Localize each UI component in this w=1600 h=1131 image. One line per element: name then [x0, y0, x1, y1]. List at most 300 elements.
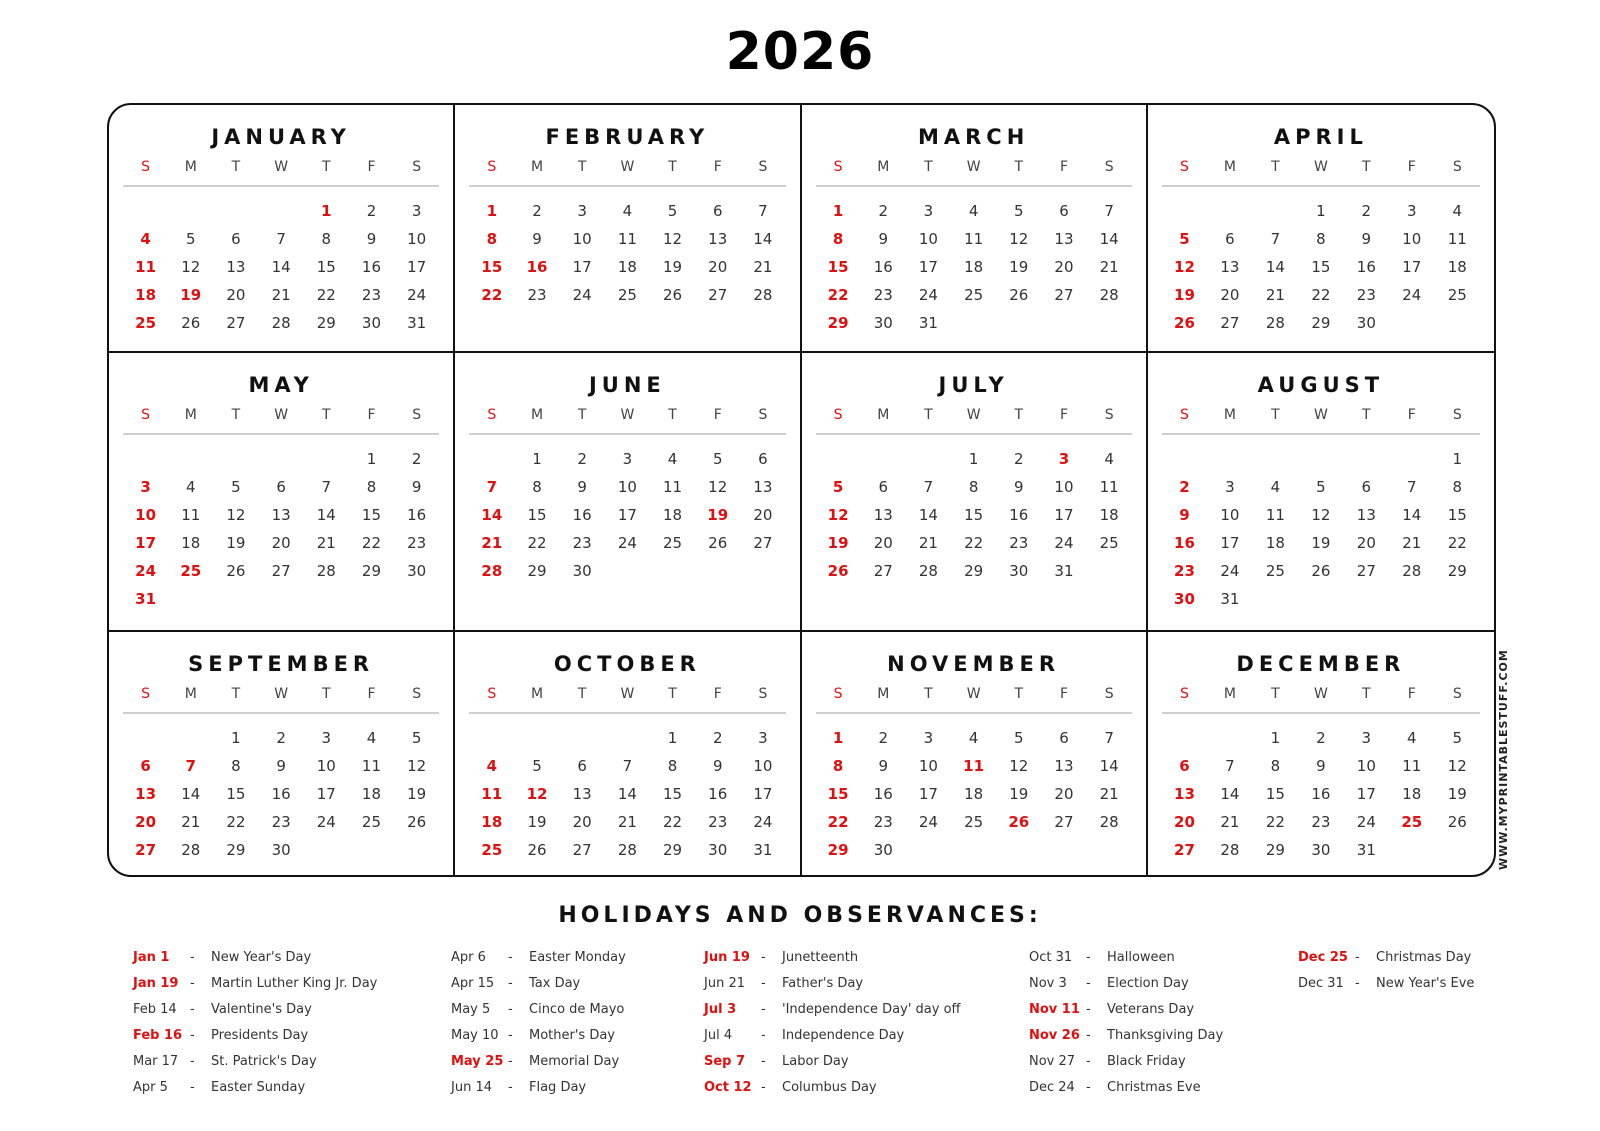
holiday-name: Easter Sunday: [211, 1080, 306, 1095]
weekday-label: S: [412, 686, 422, 702]
month-august: [1148, 353, 1494, 632]
day-cell: 20: [226, 286, 246, 304]
day-cell: 29: [1311, 314, 1331, 332]
day-cell: 8: [1270, 757, 1281, 775]
weekday-label: S: [141, 686, 151, 702]
day-cell: 24: [1054, 534, 1074, 552]
day-cell: 19: [1311, 534, 1331, 552]
day-cell: 21: [1099, 258, 1119, 276]
day-cell: 2: [1316, 729, 1326, 747]
day-cell: 10: [1054, 478, 1074, 496]
holiday-date: Jul 3: [704, 1002, 737, 1017]
day-cell: 2: [411, 450, 422, 468]
day-cell: 3: [411, 202, 422, 220]
day-cell: 23: [873, 286, 893, 304]
day-cell: 25: [1447, 286, 1467, 304]
holiday-dash: -: [508, 950, 513, 965]
day-cell: 7: [622, 757, 633, 775]
weekday-header: [123, 686, 439, 714]
day-cell: 10: [135, 506, 157, 524]
day-cell: 10: [572, 230, 592, 248]
day-cell: 9: [411, 478, 422, 496]
day-cell: 1: [832, 729, 844, 747]
day-cell: 28: [481, 562, 503, 580]
day-cell: 24: [316, 813, 336, 831]
day-cell: 19: [1447, 785, 1467, 803]
weekday-label: S: [758, 159, 768, 175]
day-cell: 25: [964, 813, 984, 831]
month-name: JANUARY: [211, 125, 351, 149]
weekday-label: W: [274, 686, 289, 702]
day-cell: 9: [532, 230, 542, 248]
day-cell: 23: [572, 534, 592, 552]
day-cell: 3: [1225, 478, 1235, 496]
holiday-date: Dec 24: [1029, 1080, 1075, 1095]
weekday-header: [1162, 686, 1480, 714]
day-cell: 20: [753, 506, 773, 524]
day-cell: 29: [527, 562, 547, 580]
day-cell: 13: [572, 785, 592, 803]
day-cell: 25: [1099, 534, 1119, 552]
weekday-label: T: [1014, 159, 1024, 175]
weekday-label: S: [833, 407, 843, 423]
day-cell: 7: [758, 202, 768, 220]
day-cell: 27: [1220, 314, 1240, 332]
day-cell: 26: [1009, 286, 1029, 304]
day-empty: [1207, 197, 1252, 225]
day-cell: 7: [1270, 230, 1281, 248]
weekday-label: T: [577, 686, 587, 702]
day-cell: 13: [226, 258, 246, 276]
day-cell: 12: [181, 258, 201, 276]
holiday-name: Tax Day: [529, 976, 581, 991]
day-cell: 11: [181, 506, 201, 524]
weekday-label: T: [924, 686, 933, 702]
month-june: [455, 353, 801, 632]
day-cell: 26: [1174, 314, 1195, 332]
holiday-dash: -: [1086, 950, 1091, 965]
day-cell: 18: [481, 813, 503, 831]
day-cell: 21: [481, 534, 503, 552]
day-cell: 22: [527, 534, 547, 552]
day-cell: 14: [1099, 230, 1119, 248]
day-cell: 26: [1447, 813, 1467, 831]
weekday-label: S: [833, 159, 843, 175]
weekday-header: [816, 407, 1132, 435]
day-cell: 18: [1265, 534, 1285, 552]
day-empty: [469, 445, 514, 473]
weekday-label: T: [1014, 407, 1024, 423]
day-cell: 1: [321, 202, 332, 220]
day-cell: 9: [1014, 478, 1024, 496]
holiday-dash: -: [1086, 1028, 1091, 1043]
holiday-dash: -: [761, 1054, 766, 1069]
day-cell: 5: [231, 478, 241, 496]
holiday-dash: -: [508, 1028, 513, 1043]
day-cell: 1: [1452, 450, 1463, 468]
day-cell: 10: [316, 757, 336, 775]
day-cell: 4: [1270, 478, 1281, 496]
weekday-label: W: [620, 686, 635, 702]
day-cell: 13: [1220, 258, 1240, 276]
day-empty: [123, 445, 168, 473]
day-cell: 27: [1174, 841, 1195, 859]
day-cell: 20: [271, 534, 291, 552]
day-cell: 7: [1225, 757, 1235, 775]
day-cell: 17: [135, 534, 157, 552]
day-cell: 31: [407, 314, 427, 332]
day-cell: 29: [964, 562, 984, 580]
day-cell: 2: [276, 729, 286, 747]
day-cell: 15: [361, 506, 382, 524]
month-name: MARCH: [917, 125, 1030, 149]
day-cell: 4: [486, 757, 498, 775]
holiday-name: Thanksgiving Day: [1107, 1028, 1224, 1043]
day-cell: 24: [753, 813, 773, 831]
day-cell: 12: [1447, 757, 1467, 775]
holiday-name: Father's Day: [782, 976, 864, 991]
day-cell: 3: [923, 729, 934, 747]
day-cell: 3: [321, 729, 332, 747]
day-cell: 29: [1265, 841, 1285, 859]
day-cell: 24: [1402, 286, 1422, 304]
holiday-name: Mother's Day: [529, 1028, 615, 1043]
day-cell: 18: [361, 785, 382, 803]
weekday-label: F: [1407, 159, 1416, 175]
weekday-label: T: [668, 159, 677, 175]
holiday-name: Columbus Day: [782, 1080, 877, 1095]
day-cell: 21: [271, 286, 291, 304]
day-cell: 14: [918, 506, 938, 524]
day-cell: 11: [1099, 478, 1119, 496]
day-empty: [123, 197, 168, 225]
weekday-label: S: [141, 159, 151, 175]
day-cell: 1: [366, 450, 377, 468]
day-cell: 15: [481, 258, 503, 276]
weekday-header: [816, 686, 1132, 714]
day-cell: 28: [1099, 286, 1119, 304]
weekday-label: M: [1223, 159, 1236, 175]
day-cell: 8: [1452, 478, 1463, 496]
day-grid: [816, 724, 1132, 864]
day-cell: 30: [1356, 314, 1376, 332]
weekday-label: F: [367, 686, 376, 702]
holiday-name: 'Independence Day' day off: [782, 1002, 961, 1017]
year-calendar-grid: [107, 103, 1496, 877]
day-cell: 13: [753, 478, 773, 496]
holiday-date: Jan 19: [133, 976, 179, 991]
holiday-date: Dec 25: [1298, 950, 1348, 965]
day-grid: [123, 445, 439, 613]
weekday-label: M: [877, 686, 890, 702]
day-cell: 2: [577, 450, 587, 468]
day-cell: 12: [1311, 506, 1331, 524]
day-empty: [168, 197, 213, 225]
holiday-date: May 5: [451, 1002, 491, 1017]
weekday-label: S: [487, 159, 497, 175]
day-cell: 23: [271, 813, 291, 831]
weekday-label: S: [1452, 159, 1462, 175]
day-cell: 28: [1402, 562, 1422, 580]
month-name: JULY: [938, 373, 1009, 397]
month-october: [455, 632, 801, 875]
day-empty: [816, 445, 861, 473]
day-cell: 5: [532, 757, 542, 775]
weekday-label: W: [1313, 686, 1328, 702]
day-cell: 29: [316, 314, 336, 332]
day-cell: 30: [1311, 841, 1331, 859]
day-cell: 6: [1059, 202, 1069, 220]
month-name: AUGUST: [1257, 373, 1385, 397]
day-cell: 13: [1054, 230, 1074, 248]
day-cell: 24: [1356, 813, 1376, 831]
day-cell: 2: [366, 202, 377, 220]
day-cell: 20: [1356, 534, 1376, 552]
day-cell: 4: [968, 729, 979, 747]
day-cell: 28: [1099, 813, 1119, 831]
day-cell: 27: [572, 841, 592, 859]
day-cell: 24: [1220, 562, 1240, 580]
weekday-header: [1162, 159, 1480, 187]
day-cell: 4: [140, 230, 151, 248]
day-cell: 11: [135, 258, 157, 276]
day-cell: 10: [617, 478, 637, 496]
day-cell: 1: [832, 202, 844, 220]
day-cell: 11: [964, 230, 984, 248]
weekday-header: [1162, 407, 1480, 435]
day-cell: 6: [712, 202, 723, 220]
day-cell: 8: [366, 478, 377, 496]
month-september: [109, 632, 455, 875]
day-cell: 5: [1179, 230, 1190, 248]
day-cell: 26: [1008, 813, 1030, 831]
day-cell: 15: [1447, 506, 1467, 524]
day-cell: 6: [1361, 478, 1372, 496]
weekday-label: W: [274, 407, 289, 423]
day-cell: 15: [1265, 785, 1285, 803]
day-cell: 1: [532, 450, 542, 468]
day-empty: [1389, 445, 1434, 473]
day-empty: [560, 724, 605, 752]
weekday-label: T: [924, 407, 933, 423]
weekday-label: T: [231, 407, 241, 423]
holiday-name: Veterans Day: [1107, 1002, 1195, 1017]
holiday-dash: -: [1086, 1002, 1091, 1017]
month-february: [455, 105, 801, 353]
holiday-dash: -: [190, 950, 195, 965]
day-cell: 6: [758, 450, 768, 468]
holiday-dash: -: [190, 976, 195, 991]
day-cell: 6: [577, 757, 587, 775]
weekday-label: T: [322, 159, 331, 175]
day-cell: 13: [135, 785, 157, 803]
day-cell: 27: [271, 562, 291, 580]
day-cell: 19: [1009, 258, 1029, 276]
day-cell: 8: [486, 230, 498, 248]
day-cell: 11: [1402, 757, 1422, 775]
day-cell: 20: [572, 813, 592, 831]
day-cell: 30: [708, 841, 728, 859]
day-cell: 5: [712, 450, 723, 468]
day-cell: 16: [1356, 258, 1376, 276]
day-cell: 9: [878, 230, 889, 248]
day-cell: 31: [753, 841, 773, 859]
weekday-label: T: [322, 686, 331, 702]
day-cell: 23: [527, 286, 547, 304]
holiday-name: Valentine's Day: [211, 1002, 312, 1017]
day-empty: [1162, 197, 1207, 225]
day-grid: [1162, 445, 1480, 613]
day-cell: 13: [1054, 757, 1074, 775]
day-cell: 18: [1402, 785, 1422, 803]
holiday-name: St. Patrick's Day: [211, 1054, 317, 1069]
day-cell: 8: [667, 757, 678, 775]
day-cell: 20: [1054, 258, 1074, 276]
day-cell: 19: [527, 813, 547, 831]
day-cell: 9: [712, 757, 723, 775]
day-cell: 17: [918, 258, 938, 276]
day-cell: 27: [1054, 813, 1074, 831]
day-cell: 22: [663, 813, 683, 831]
day-cell: 12: [708, 478, 728, 496]
holiday-date: Oct 12: [704, 1080, 752, 1095]
weekday-label: S: [487, 407, 497, 423]
holiday-date: Jun 19: [704, 950, 750, 965]
day-cell: 16: [271, 785, 291, 803]
weekday-label: M: [1223, 407, 1236, 423]
day-empty: [861, 445, 906, 473]
day-cell: 21: [617, 813, 637, 831]
day-cell: 28: [181, 841, 201, 859]
day-cell: 25: [964, 286, 984, 304]
day-cell: 20: [1174, 813, 1195, 831]
holiday-date: Nov 26: [1029, 1028, 1080, 1043]
weekday-label: S: [1104, 686, 1114, 702]
day-cell: 16: [361, 258, 382, 276]
day-empty: [213, 197, 258, 225]
day-cell: 16: [407, 506, 427, 524]
day-cell: 6: [878, 478, 889, 496]
weekday-label: T: [577, 407, 587, 423]
day-cell: 18: [663, 506, 683, 524]
day-cell: 7: [486, 478, 498, 496]
day-empty: [259, 445, 304, 473]
day-cell: 12: [526, 785, 548, 803]
day-cell: 21: [316, 534, 336, 552]
holiday-dash: -: [1086, 1054, 1091, 1069]
day-empty: [1207, 445, 1252, 473]
day-cell: 30: [1009, 562, 1029, 580]
day-cell: 26: [407, 813, 427, 831]
day-cell: 20: [708, 258, 728, 276]
day-cell: 27: [135, 841, 157, 859]
day-cell: 23: [1356, 286, 1376, 304]
holiday-date: Oct 31: [1029, 950, 1073, 965]
weekday-label: S: [487, 686, 497, 702]
day-cell: 9: [1316, 757, 1326, 775]
day-cell: 10: [407, 230, 427, 248]
day-cell: 29: [827, 314, 849, 332]
weekday-header: [469, 159, 785, 187]
holiday-name: Christmas Eve: [1107, 1080, 1201, 1095]
day-cell: 9: [1361, 230, 1372, 248]
holiday-date: Feb 14: [133, 1002, 177, 1017]
day-cell: 22: [316, 286, 336, 304]
day-cell: 27: [708, 286, 728, 304]
day-cell: 12: [1009, 757, 1029, 775]
weekday-label: S: [1180, 686, 1189, 702]
weekday-label: W: [966, 407, 981, 423]
month-name: APRIL: [1273, 125, 1368, 149]
holiday-name: Black Friday: [1107, 1054, 1186, 1069]
day-cell: 18: [964, 785, 984, 803]
day-cell: 3: [758, 729, 768, 747]
day-empty: [123, 724, 168, 752]
day-cell: 26: [663, 286, 683, 304]
day-grid: [123, 724, 439, 864]
day-cell: 31: [1220, 590, 1240, 608]
weekday-label: T: [322, 407, 331, 423]
holiday-dash: -: [761, 950, 766, 965]
weekday-label: M: [530, 407, 544, 423]
month-july: [802, 353, 1148, 632]
day-cell: 22: [827, 286, 849, 304]
weekday-label: S: [1180, 159, 1189, 175]
month-name: FEBRUARY: [545, 125, 710, 149]
day-cell: 25: [663, 534, 683, 552]
day-cell: 10: [918, 757, 938, 775]
weekday-label: W: [966, 686, 981, 702]
day-cell: 11: [481, 785, 503, 803]
day-cell: 16: [708, 785, 728, 803]
day-cell: 27: [226, 314, 246, 332]
day-cell: 11: [1265, 506, 1285, 524]
holiday-dash: -: [190, 1080, 195, 1095]
day-cell: 13: [1356, 506, 1376, 524]
day-cell: 28: [316, 562, 336, 580]
day-cell: 25: [1401, 813, 1423, 831]
day-cell: 4: [1407, 729, 1417, 747]
day-cell: 5: [667, 202, 678, 220]
day-cell: 8: [321, 230, 332, 248]
month-april: [1148, 105, 1494, 353]
day-cell: 8: [832, 230, 844, 248]
weekday-label: S: [1452, 407, 1462, 423]
day-empty: [259, 197, 304, 225]
day-cell: 18: [181, 534, 201, 552]
day-cell: 5: [1014, 202, 1024, 220]
day-cell: 13: [1174, 785, 1195, 803]
holiday-name: New Year's Day: [211, 950, 312, 965]
month-name: OCTOBER: [553, 652, 701, 676]
day-cell: 23: [1311, 813, 1331, 831]
day-cell: 6: [1059, 729, 1069, 747]
day-cell: 15: [964, 506, 984, 524]
day-cell: 16: [873, 785, 893, 803]
day-cell: 29: [226, 841, 246, 859]
day-cell: 23: [1174, 562, 1195, 580]
weekday-label: W: [620, 407, 635, 423]
day-cell: 26: [1311, 562, 1331, 580]
weekday-label: T: [1362, 686, 1371, 702]
day-cell: 12: [1174, 258, 1195, 276]
day-cell: 16: [572, 506, 592, 524]
day-cell: 1: [231, 729, 241, 747]
day-cell: 19: [663, 258, 683, 276]
day-cell: 28: [753, 286, 773, 304]
day-cell: 26: [827, 562, 849, 580]
holiday-name: Memorial Day: [529, 1054, 620, 1069]
